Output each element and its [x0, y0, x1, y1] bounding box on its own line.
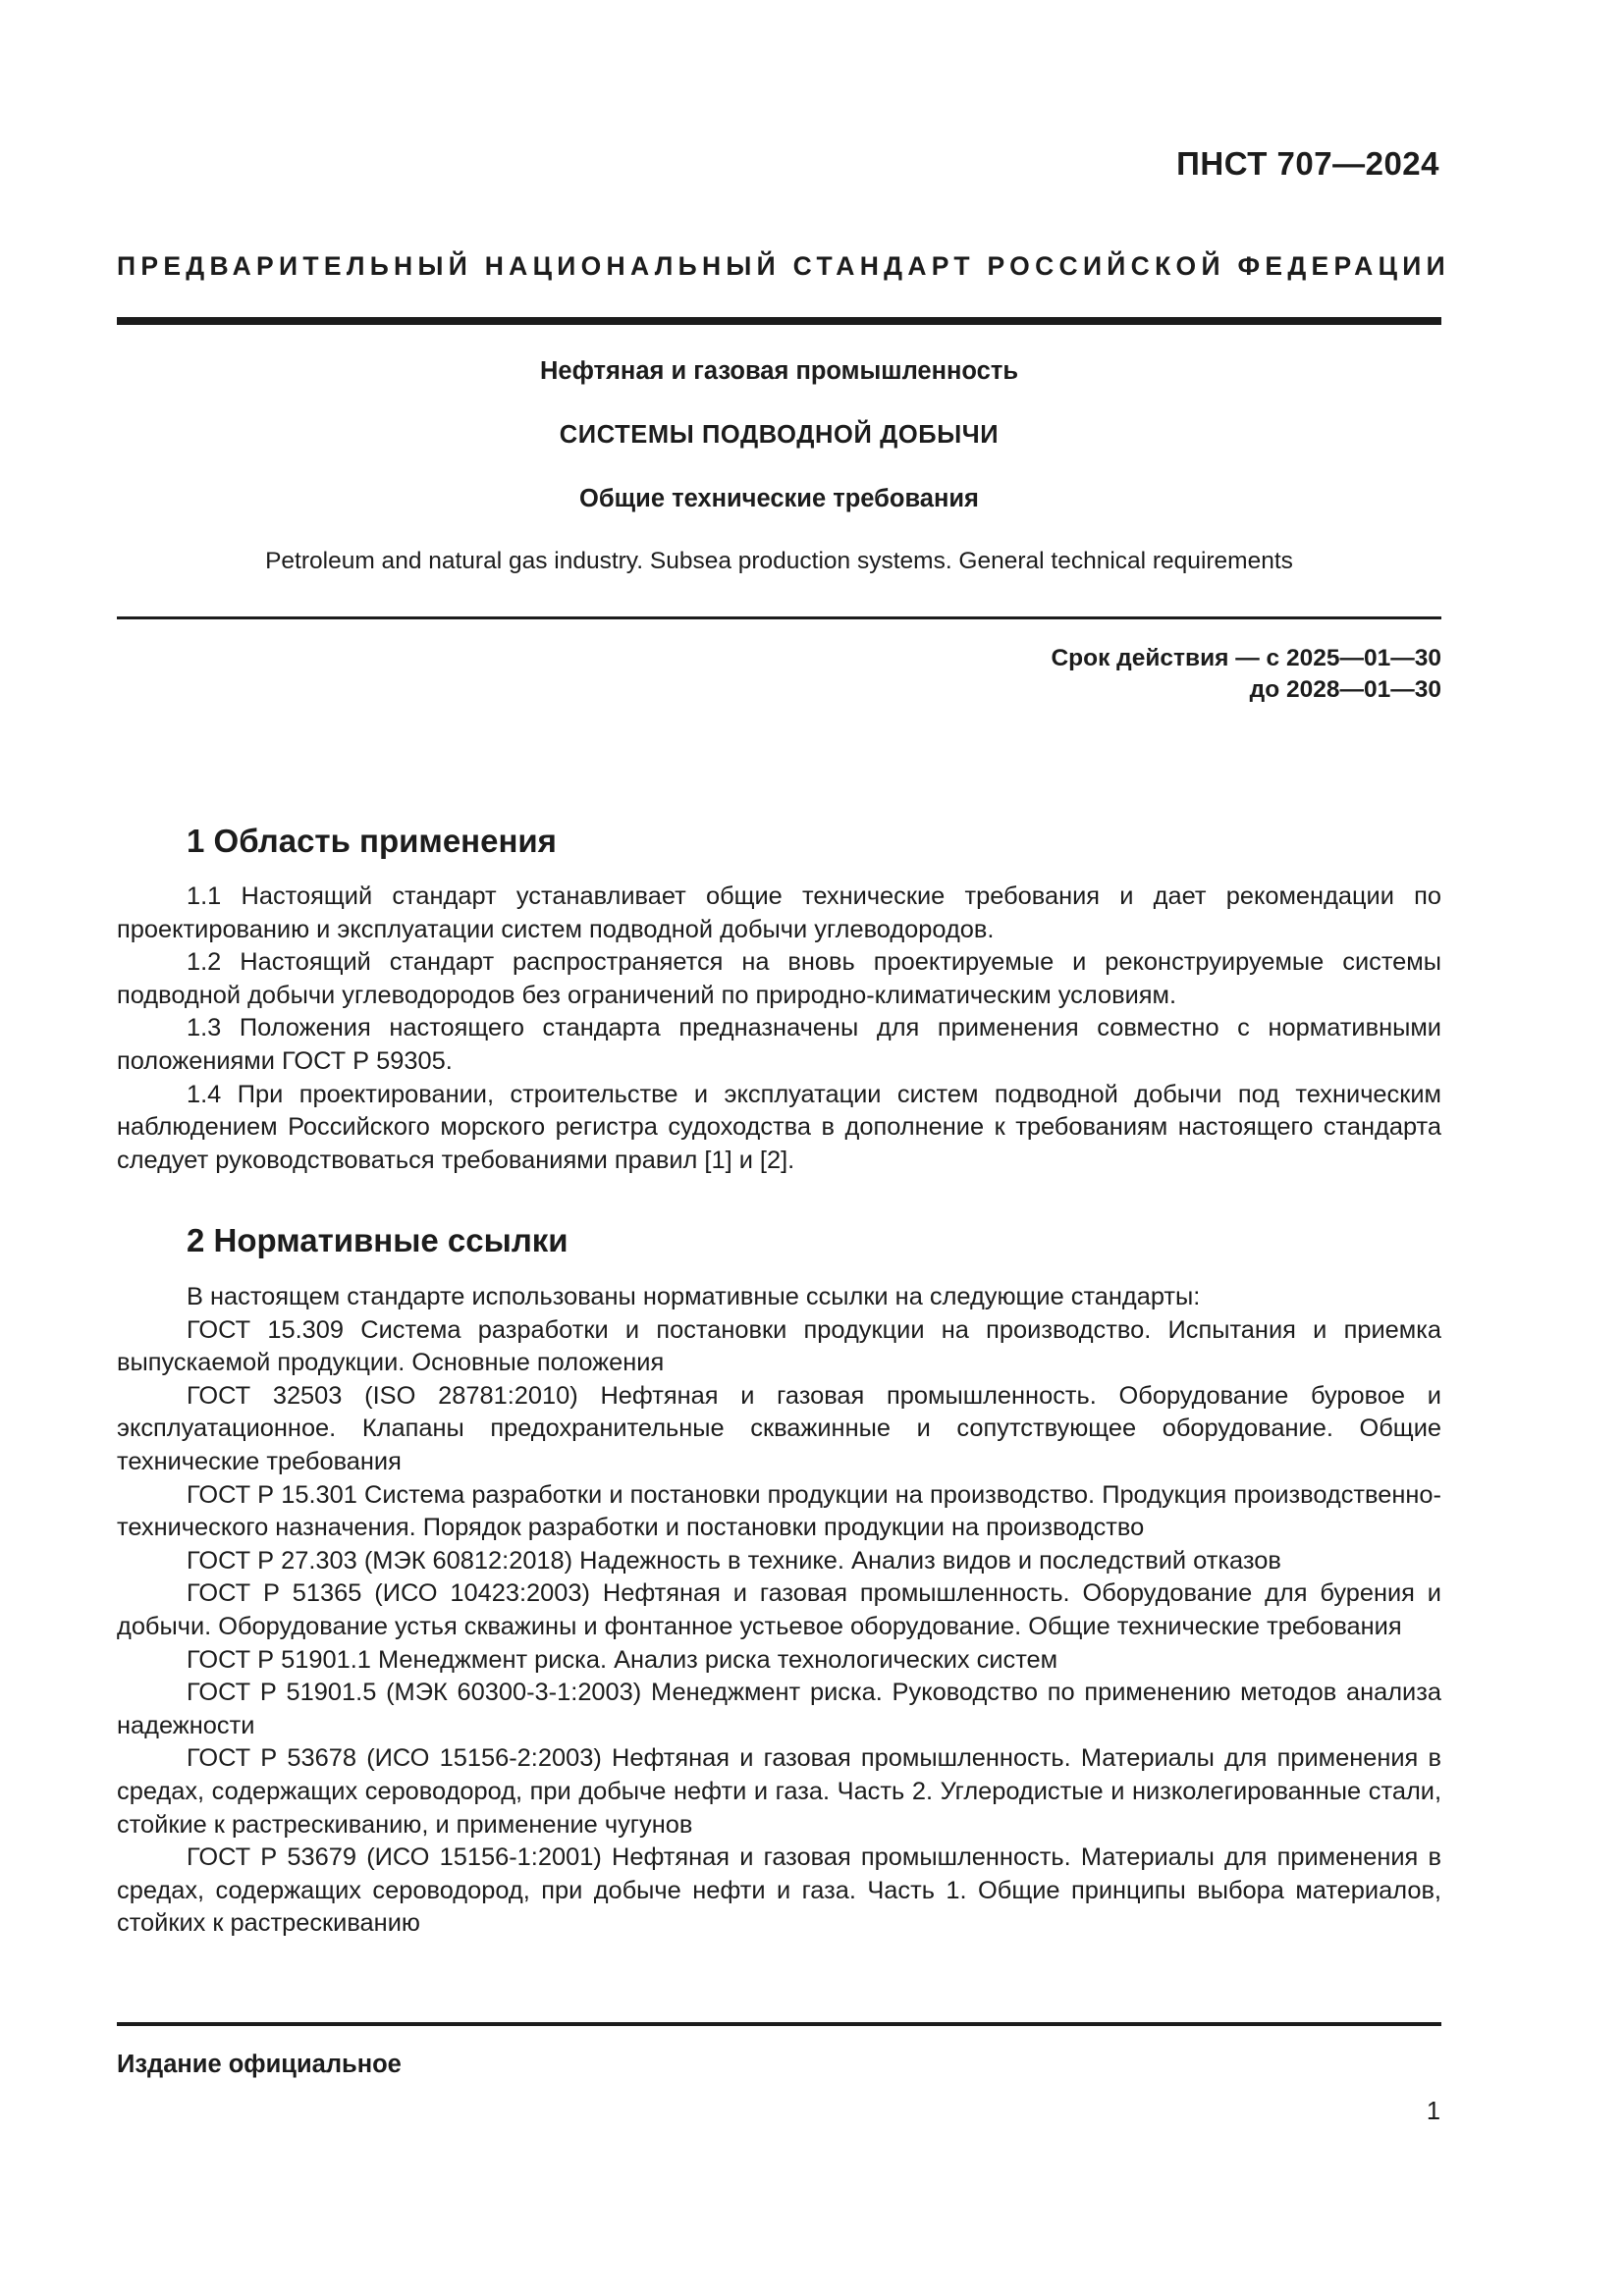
- section-2-body: [117, 1281, 1441, 1941]
- reference-item: ГОСТ Р 27.303 (МЭК 60812:2018) Надежность в технике. Анализ видов и последствий отказов: [187, 1546, 1281, 1575]
- document-number: ПНСТ 707—2024: [1176, 145, 1439, 182]
- document-subtitle: Общие технические требования: [579, 485, 979, 512]
- page-number: 1: [1426, 2098, 1440, 2125]
- validity-from: Срок действия — с 2025—01—30: [1051, 645, 1441, 671]
- reference-item: ГОСТ Р 51365 (ИСО 10423:2003) Нефтяная и газовая промышленность. Оборудование для бурения и добычи. Оборудование устья скважины и фонтанное устьевое оборудование. Общие технические требования: [117, 1579, 1441, 1640]
- reference-item: ГОСТ Р 15.301 Система разработки и постановки продукции на производство. Продукция производственно-технического назначения. Порядок разработки и постановки продукции на производство: [117, 1480, 1441, 1542]
- header-divider: [117, 317, 1441, 325]
- document-title: СИСТЕМЫ ПОДВОДНОЙ ДОБЫЧИ: [559, 421, 1000, 449]
- paragraph-1-2: 1.2 Настоящий стандарт распространяется на вновь проектируемые и реконструируемые системы подводной добычи углеводородов без ограничений по природно-климатическим условиям.: [117, 948, 1441, 1009]
- paragraph-1-1: 1.1 Настоящий стандарт устанавливает общие технические требования и дает рекомендации по проектированию и эксплуатации систем подводной добычи углеводородов.: [117, 882, 1441, 943]
- reference-item: ГОСТ 15.309 Система разработки и постановки продукции на производство. Испытания и приемка выпускаемой продукции. Основные положения: [117, 1315, 1441, 1377]
- reference-item: ГОСТ Р 53679 (ИСО 15156-1:2001) Нефтяная и газовая промышленность. Материалы для применения в средах, содержащих сероводород, при добыче нефти и газа. Часть 1. Общие принципы выбора материалов, стойких к растрескиванию: [117, 1843, 1441, 1938]
- references-intro: В настоящем стандарте использованы нормативные ссылки на следующие стандарты:: [187, 1283, 1201, 1310]
- section-1-heading: 1 Область применения: [187, 823, 557, 859]
- english-title: Petroleum and natural gas industry. Subsea production systems. General technical requirements: [265, 548, 1293, 574]
- reference-item: ГОСТ Р 51901.5 (МЭК 60300-3-1:2003) Менеджмент риска. Руководство по применению методов анализа надежности: [117, 1679, 1441, 1739]
- reference-item: ГОСТ Р 53678 (ИСО 15156-2:2003) Нефтяная и газовая промышленность. Материалы для применения в средах, содержащих сероводород, при добыче нефти и газа. Часть 2. Углеродистые и низколегированные стали, стойкие к растрескиванию, и применение чугунов: [117, 1744, 1441, 1839]
- industry-title: Нефтяная и газовая промышленность: [539, 357, 1018, 385]
- standard-type: ПРЕДВАРИТЕЛЬНЫЙ НАЦИОНАЛЬНЫЙ СТАНДАРТ РОССИЙСКОЙ ФЕДЕРАЦИИ: [117, 251, 1450, 281]
- section-2-heading: 2 Нормативные ссылки: [187, 1222, 568, 1258]
- validity-period: [1051, 643, 1441, 706]
- reference-item: ГОСТ Р 51901.1 Менеджмент риска. Анализ риска технологических систем: [187, 1645, 1058, 1674]
- reference-item: ГОСТ 32503 (ISO 28781:2010) Нефтяная и газовая промышленность. Оборудование буровое и эксплуатационное. Клапаны предохранительные скважинные и сопутствующее оборудование. Общие технические требования: [117, 1381, 1441, 1475]
- validity-to: до 2028—01—30: [1249, 676, 1441, 703]
- footer-divider: [117, 2022, 1441, 2026]
- title-divider: [117, 616, 1441, 619]
- paragraph-1-4: 1.4 При проектировании, строительстве и эксплуатации систем подводной добычи под техническим наблюдением Российского морского регистра судоходства в дополнение к требованиям настоящего стандарта следует руководствоваться требованиями правил [1] и [2].: [117, 1080, 1441, 1174]
- paragraph-1-3: 1.3 Положения настоящего стандарта предназначены для применения совместно с нормативными положениями ГОСТ Р 59305.: [117, 1014, 1441, 1075]
- section-1-body: [117, 881, 1441, 1177]
- edition-label: Издание официальное: [117, 2051, 402, 2078]
